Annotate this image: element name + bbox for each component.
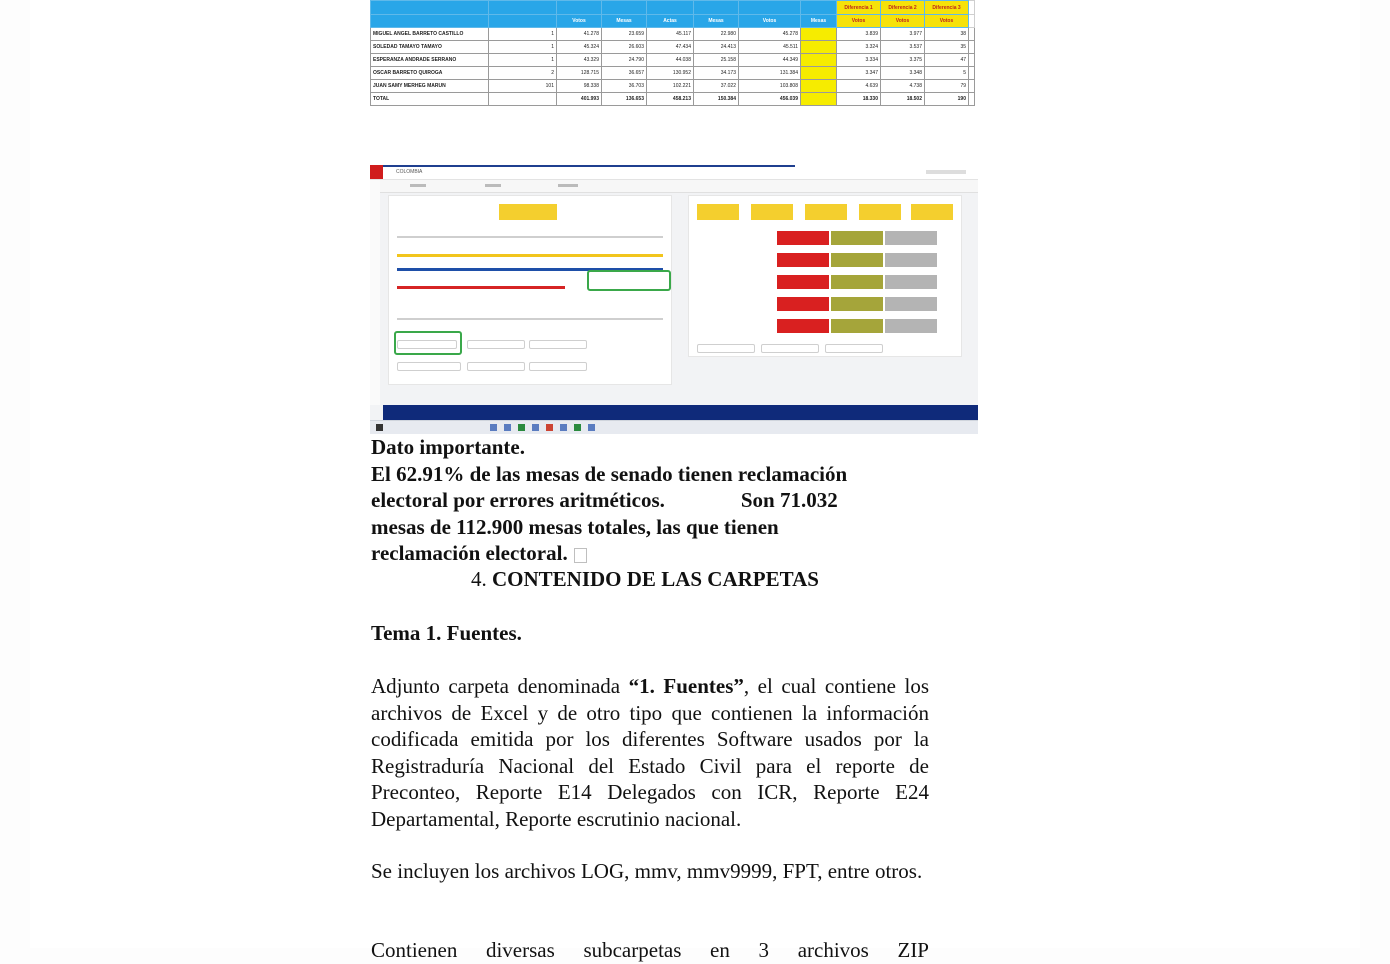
subsection-title: Tema 1. Fuentes. [371,621,522,645]
progress-bar-yellow [397,254,663,257]
diferencia-2-header: Diferencia 2 [881,1,925,15]
note-line: reclamación electoral. [371,541,568,565]
summary-badge [499,204,557,220]
folder-name: “1. Fuentes” [628,674,744,698]
col-header: Votos [739,15,801,28]
section-heading [471,566,819,592]
col-header: Mesas [801,15,837,28]
loading-bar [383,165,795,167]
table-row: JUAN SAMY MERHEG MARUN 101 98.338 36.703 102.221 37.022 103.808 4.639 4.738 79 [371,80,975,93]
note-line: El 62.91% de las mesas de senado [371,461,678,486]
table-row: OSCAR BARRETO QUIROGA 2 128.715 36.657 130.952 34.173 131.384 3.347 3.348 5 [371,67,975,80]
table-subheader-row [371,15,975,28]
paragraph-zip-cut: Contienen diversas subcarpetas en 3 archivos ZIP [371,938,929,962]
progress-bar-red [397,286,565,289]
app-logo-icon [370,165,383,179]
col-header: Votos [557,15,602,28]
embedded-dashboard-screenshot [370,165,978,433]
app-title: COLOMBIA [396,169,423,175]
col-header: Votos [837,15,881,28]
nav-bar [370,180,978,193]
note-title: Dato importante. [371,435,525,459]
table-row: SOLEDAD TAMAYO TAMAYO 1 45.324 26.603 47.434 24.413 45.511 3.324 3.537 35 [371,41,975,54]
col-header: Votos [925,15,969,28]
col-header: Actas [647,15,694,28]
col-header: Votos [881,15,925,28]
diferencia-3-header: Diferencia 3 [925,1,969,15]
paragraph-fuentes: Adjunto carpeta denominada “1. Fuentes”, el cual contiene los archivos de Excel y de otro tipo que contienen la información codificada emitida por los diferentes Software usados por la Registraduría Nacional del Estado Civil para el reporte de Preconteo, Reporte E14 Delegados con ICR, Reporte E24 Departamental, Reporte escrutinio nacional. [371,674,929,831]
note-line: Son 71.032 [740,488,838,512]
table-total-row: TOTAL 401.993 136.653 458.213 150.384 456.039 18.330 18.502 190 [371,93,975,106]
note-line: mesas de 112.900 mesas totales, las que tienen [371,514,779,539]
table-header-row [371,1,975,15]
results-spreadsheet [370,0,974,112]
col-header: Mesas [694,15,739,28]
os-taskbar [370,420,978,434]
paragraph-files: Se incluyen los archivos LOG, mmv, mmv9999, FPT, entre otros. [371,859,923,883]
side-rail [370,180,380,405]
highlight-box [587,270,671,291]
note-line: tienen reclamación [677,461,848,486]
highlight-box [394,331,462,355]
app-footer [383,405,978,420]
section-title: CONTENIDO DE LAS CARPETAS [492,567,819,591]
diferencia-1-header: Diferencia 1 [837,1,881,15]
note-line: electoral por errores aritméticos. [371,488,665,512]
important-note [371,434,971,567]
col-header: Mesas [602,15,647,28]
header-controls [926,170,966,174]
placeholder-box-icon [574,548,587,563]
section-number: 4. [471,567,487,591]
table-row: ESPERANZA ANDRADE SERRANO 1 43.329 24.790 44.038 25.158 44.349 3.334 3.375 47 [371,54,975,67]
comparison-panel [688,195,962,357]
results-table [370,0,975,106]
window-titlebar [370,165,978,180]
table-row: MIGUEL ANGEL BARRETO CASTILLO 1 41.278 23.659 45.117 22.980 45.278 3.839 3.977 38 [371,28,975,41]
